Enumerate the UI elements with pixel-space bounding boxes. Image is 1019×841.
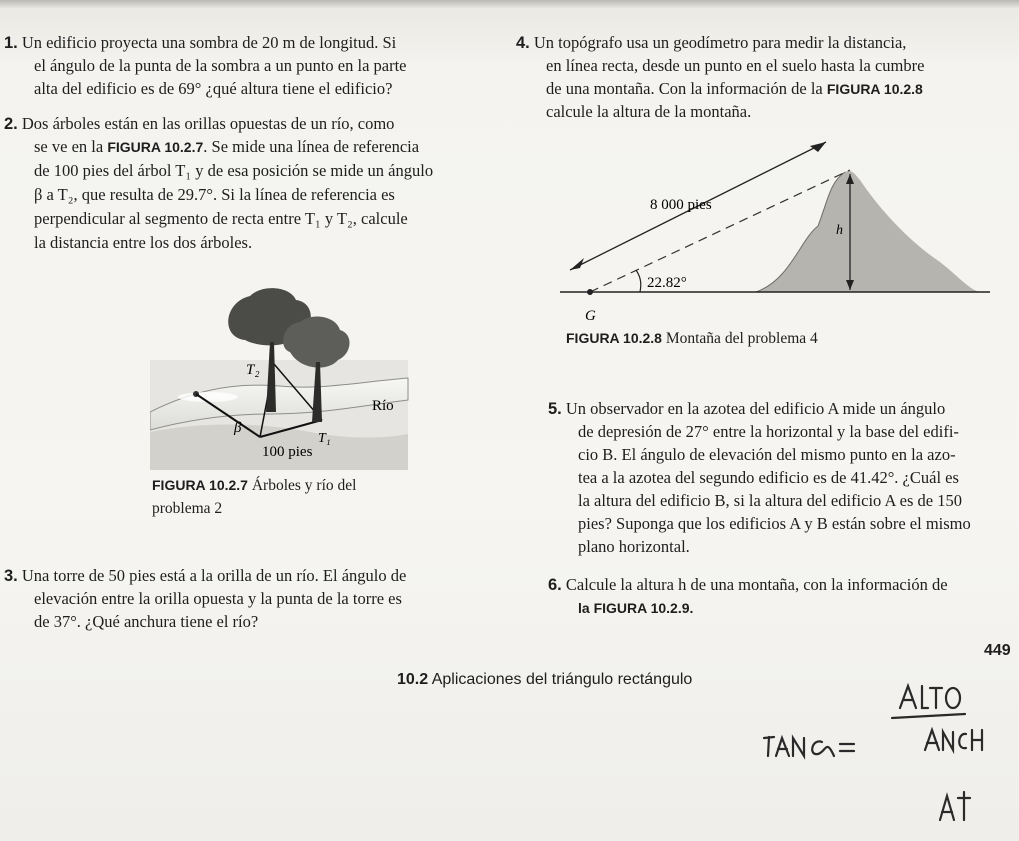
problem-2-line-4: β a T₂, que resulta de 29.7°. Si la línea de referencia es: [34, 185, 395, 204]
hw-stroke: [840, 744, 854, 751]
problem-5-line-6: pies? Suponga que los edificios A y B están sobre el mismo: [578, 514, 971, 533]
problem-1-line-1: 1. Un edificio proyecta una sombra de 20 m de longitud. Si: [4, 33, 397, 52]
label-100-pies: 100 pies: [262, 444, 313, 460]
tree-t2-canopy: [283, 316, 349, 367]
label-h: h: [836, 223, 843, 238]
figure-10-2-7-illustration: [150, 282, 410, 472]
page-number: 449: [984, 642, 1011, 659]
hw-stroke: [925, 730, 939, 750]
problem-4-line-4: calcule la altura de la montaña.: [546, 102, 752, 121]
hw-stroke: [940, 796, 954, 820]
problem-2-line-3: de 100 pies del árbol T₁ y de esa posición se mide un ángulo: [34, 161, 434, 180]
problem-5-line-7: plano horizontal.: [578, 537, 690, 556]
label-t2: T₂: [246, 362, 260, 378]
hw-stroke: [959, 734, 966, 748]
problem-5-line-2: de depresión de 27° entre la horizontal y la base del edifi-: [578, 422, 959, 441]
problem-2-line-6: la distancia entre los dos árboles.: [34, 233, 253, 252]
hw-stroke: [768, 737, 769, 756]
figure-10-2-8-caption: FIGURA 10.2.8 Montaña del problema 4: [566, 330, 818, 347]
label-8000-pies: 8 000 pies: [650, 197, 712, 213]
hw-stroke: [900, 686, 916, 708]
arrow-head-right: [810, 142, 826, 152]
angle-arc: [636, 270, 641, 292]
point-g: [587, 289, 593, 295]
label-rio: Río: [372, 398, 394, 414]
problem-3-line-3: de 37°. ¿Qué anchura tiene el río?: [34, 612, 259, 631]
hw-stroke: [943, 732, 953, 750]
label-g: G: [585, 308, 596, 324]
problem-1-line-3: alta del edificio es de 69° ¿qué altura tiene el edificio?: [34, 79, 393, 98]
hw-stroke: [972, 730, 982, 750]
hw-stroke: [776, 738, 789, 756]
page-top-edge: [0, 0, 1019, 8]
problem-5-line-1: 5. Un observador en la azotea del edificio A mide un ángulo: [548, 399, 946, 418]
figure-10-2-8-illustration: [560, 130, 1000, 330]
hw-stroke: [812, 741, 834, 756]
problem-6-line-2: la FIGURA 10.2.9.: [578, 600, 694, 616]
hw-stroke: [922, 686, 928, 708]
section-footer: 10.2 Aplicaciones del triángulo rectángulo: [397, 671, 693, 688]
problem-2-line-1: 2. Dos árboles están en las orillas opuestas de un río, como: [4, 114, 395, 133]
label-angle: 22.82°: [647, 275, 687, 291]
mountain: [756, 171, 980, 292]
problem-5-line-4: tea a la azotea del segundo edificio es de 41.42°. ¿Cuál es: [578, 468, 959, 487]
problem-5-line-5: la altura del edificio B, si la altura del edificio A es de 150: [578, 491, 962, 510]
hw-stroke: [892, 714, 965, 718]
hw-stroke: [793, 738, 804, 756]
figure-10-2-7-caption-2: problema 2: [152, 500, 223, 517]
problem-3-line-1: 3. Una torre de 50 pies está a la orilla de un río. El ángulo de: [4, 566, 407, 585]
label-t1: T₁: [318, 431, 331, 446]
problem-6-line-1: 6. Calcule la altura h de una montaña, con la información de: [548, 575, 948, 594]
problem-1-line-2: el ángulo de la punta de la sombra a un punto en la parte: [34, 56, 407, 75]
water-highlight: [178, 392, 238, 402]
problem-2-line-5: perpendicular al segmento de recta entre T₁ y T₂, calcule: [34, 209, 408, 228]
label-beta: β: [234, 420, 242, 436]
figure-10-2-7-caption: FIGURA 10.2.7 Árboles y río del: [152, 477, 357, 494]
problem-4-line-2: en línea recta, desde un punto en el suelo hasta la cumbre: [546, 56, 925, 75]
problem-4-line-3: de una montaña. Con la información de la FIGURA 10.2.8: [546, 79, 923, 98]
problem-4-line-1: 4. Un topógrafo usa un geodímetro para medir la distancia,: [516, 33, 907, 52]
hw-stroke: [946, 688, 960, 708]
handwritten-notes: [760, 680, 1010, 830]
problem-5-line-3: cio B. El ángulo de elevación del mismo punto en la azo-: [578, 445, 956, 464]
hw-stroke: [958, 792, 970, 820]
hw-stroke: [930, 688, 942, 708]
problem-2-line-2: se ve en la FIGURA 10.2.7. Se mide una línea de referencia: [34, 137, 420, 156]
problem-3-line-2: elevación entre la orilla opuesta y la punta de la torre es: [34, 589, 402, 608]
